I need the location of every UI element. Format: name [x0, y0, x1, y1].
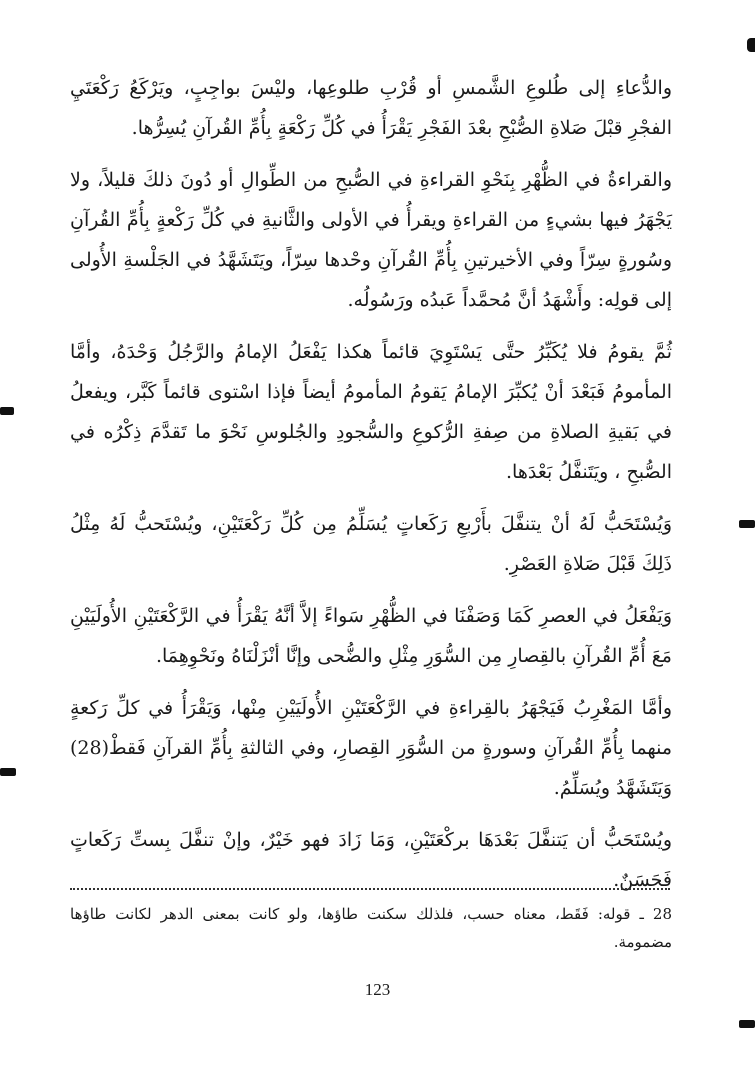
paragraph-3: ثُمَّ يقومُ فلا يُكَبِّرُ حتَّى يَسْتَوِيَ قائماً هكذا يَفْعَلُ الإمامُ والرَّجُلُ وَحْدَهُ، وأمَّا المأمومُ فَبَعْدَ أنْ يُكبِّرَ الإمامُ يَقومُ المأمومُ أيضاً فإذا اسْتوى قائماً كَبَّر، ويفعلُ في بَقيةِ الصلاةِ من صِفةِ الرُّكوعِ والسُّجودِ والجُلوسِ نَحْوَ ما تَقدَّمَ ذِكْرُه في الصُّبحِ ، ويَتَنفَّلُ بَعْدَها.	[70, 341, 672, 483]
footnote-separator	[70, 888, 670, 890]
scan-mark	[0, 407, 14, 415]
scan-mark	[739, 520, 755, 528]
scan-mark	[747, 38, 755, 52]
paragraph-1: والدُّعاءِ إلى طُلوعِ الشَّمسِ أو قُرْبِ طلوعِها، وليْسَ بواجِبٍ، ويَرْكَعُ رَكْعَتَيِ الفجْرِ قبْلَ صَلاةِ الصُّبْحِ بعْدَ الفَجْرِ يَقْرَأُ في كُلِّ رَكْعَةٍ بِأُمِّ القُرآنِ يُسِرُّها.	[70, 77, 672, 139]
paragraph-6: وأمَّا المَغْرِبُ فَيَجْهَرُ بالقِراءةِ في الرَّكْعَتَيْنِ الأُولَيَيْنِ مِنْها، وَيَقْرَأُ في كلِّ رَكعةٍ منهما بِأُمِّ القُرآنِ وسورةٍ من السُّوَرِ القِصارِ، وفي الثالثةِ بِأُمِّ القرآنِ فَقطْ(28) وَيَتَشَهَّدُ ويُسَلِّمُ.	[70, 697, 672, 799]
page-number: 123	[364, 980, 391, 999]
paragraph-7: ويُسْتَحَبُّ أن يَتنفَّلَ بَعْدَهَا بركْعَتَيْنِ، وَمَا زَادَ فهو خَيْرٌ، وإنْ تنفَّلَ بِستِّ رَكَعاتٍ فَحَسَنٌ.	[70, 829, 672, 891]
scan-mark	[739, 1020, 755, 1028]
footnote: 28 ـ قوله: فَقَط، معناه حسب، فلذلك سكنت طاؤها، ولو كانت بمعنى الدهر لكانت طاؤها مضمومة.	[70, 905, 672, 951]
paragraph-2: والقراءةُ في الظُّهْرِ بِنَحْوِ القراءةِ في الصُّبحِ من الطِّوالِ أو دُونَ ذلكَ قليلاً، ولا يَجْهَرُ فيها بشيءٍ من القراءةِ ويقرأُ في الأولى والثَّانيةِ في كُلِّ رَكْعةٍ بِأُمِّ القُرآنِ وسُورةٍ سِرّاً وفي الأخيرتينِ بِأُمِّ القُرآنِ وحْدها سِرّاً، ويَتَشَهَّدُ في الجَلْسةِ الأُولى إلى قولِه: وأَشْهَدُ أنَّ مُحمَّداً عَبدُه ورَسُولُه.	[70, 169, 672, 311]
paragraph-5: وَيَفْعَلُ في العصرِ كَمَا وَصَفْنَا في الظُّهْرِ سَواءً إلاَّ أنَّهُ يَقْرَأُ في الرَّكْعَتَيْنِ الأُولَيَيْنِ مَعَ أُمِّ القُرآنِ بالقِصارِ مِن السُّوَرِ مِثْلِ والضُّحى وإنَّا أنْزَلْنَاهُ ونَحْوِهِمَا.	[70, 605, 672, 667]
scan-mark	[0, 768, 16, 776]
main-text	[70, 68, 672, 912]
paragraph-4: وَيُسْتَحَبُّ لَهُ أنْ يتنفَّلَ بأَرْبعِ رَكَعاتٍ يُسَلِّمُ مِن كُلِّ رَكْعَتَيْنِ، ويُسْتَحبُّ لَهُ مِثْلُ ذَلِكَ قَبْلَ صَلاةِ العَصْرِ.	[70, 513, 672, 575]
